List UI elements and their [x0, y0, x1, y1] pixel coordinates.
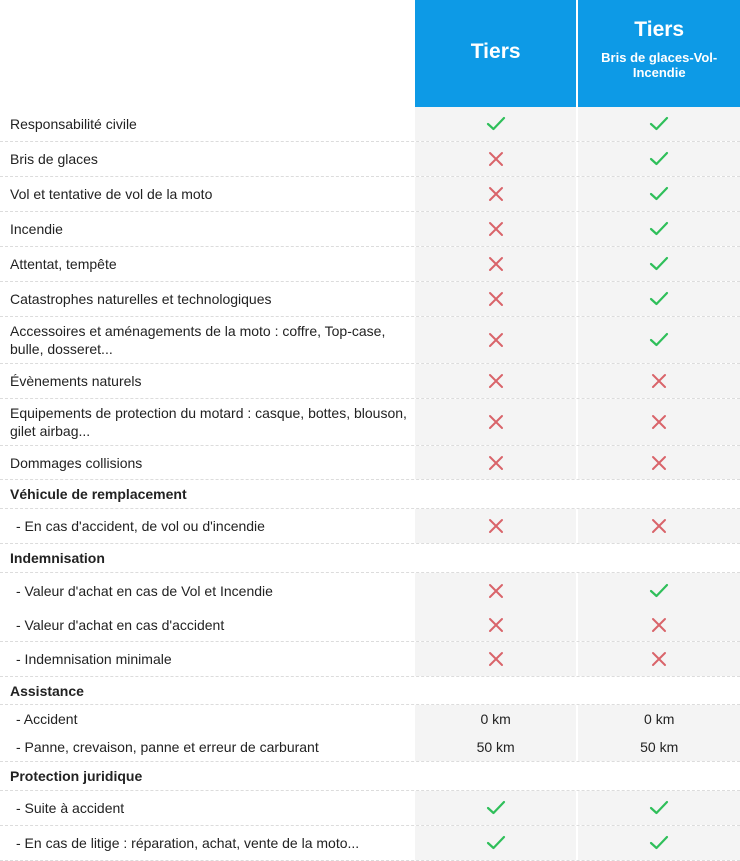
check-icon — [649, 332, 669, 348]
cell-tiers — [415, 608, 577, 641]
section-row — [0, 762, 740, 791]
plan-header-tiers — [415, 0, 577, 107]
check-icon — [649, 835, 669, 851]
check-icon — [486, 116, 506, 132]
cross-icon — [651, 373, 667, 389]
section-title: Protection juridique — [10, 768, 143, 784]
cross-icon — [651, 455, 667, 471]
cross-icon — [651, 651, 667, 667]
table-row — [0, 107, 740, 142]
cell-tiers-plus — [578, 212, 740, 246]
row-label: - En cas de litige : réparation, achat, vente de la moto... — [16, 835, 360, 851]
cross-icon — [488, 332, 504, 348]
section-row — [0, 544, 740, 573]
row-label: Equipements de protection du motard : casque, bottes, blouson, gilet airbag... — [10, 405, 407, 439]
row-label: - En cas d'accident, de vol ou d'incendie — [16, 518, 265, 534]
cell-tiers — [415, 317, 577, 363]
check-icon — [649, 186, 669, 202]
table-row — [0, 791, 740, 826]
section-row — [0, 480, 740, 509]
table-row — [0, 642, 740, 677]
cell-tiers — [415, 509, 577, 543]
plan-header-tiers-plus — [578, 0, 740, 107]
section-row — [0, 677, 740, 705]
cell-tiers — [415, 177, 577, 211]
cell-tiers-plus — [578, 107, 740, 141]
cross-icon — [488, 518, 504, 534]
table-row — [0, 446, 740, 480]
cell-tiers — [415, 544, 577, 572]
cell-tiers-plus — [578, 608, 740, 641]
cell-tiers-plus — [578, 791, 740, 825]
table-row — [0, 212, 740, 247]
check-icon — [486, 835, 506, 851]
row-label: Attentat, tempête — [10, 256, 117, 272]
cross-icon — [488, 373, 504, 389]
section-title: Assistance — [10, 682, 84, 699]
row-label: Incendie — [10, 221, 63, 237]
cell-tiers-plus — [578, 677, 740, 704]
cell-tiers-plus — [578, 399, 740, 445]
plan-subtitle: Bris de glaces-Vol-Incendie — [601, 50, 718, 80]
table-row — [0, 733, 740, 762]
cell-tiers — [415, 142, 577, 176]
cell-tiers — [415, 791, 577, 825]
cell-tiers — [415, 642, 577, 676]
cell-tiers — [415, 212, 577, 246]
row-label: Évènements naturels — [10, 373, 142, 389]
check-icon — [649, 800, 669, 816]
row-label: Accessoires et aménagements de la moto : coffre, Top-case, bulle, dosseret... — [10, 323, 386, 357]
distance-value: 50 km — [476, 739, 515, 755]
cell-tiers-plus — [578, 177, 740, 211]
row-label: - Accident — [16, 711, 78, 727]
row-label: Catastrophes naturelles et technologiques — [10, 291, 272, 307]
row-label: - Valeur d'achat en cas de Vol et Incendie — [16, 582, 273, 599]
check-icon — [649, 116, 669, 132]
plan-title: Tiers — [470, 40, 521, 63]
table-row — [0, 705, 740, 733]
distance-value: 50 km — [640, 739, 679, 755]
cross-icon — [488, 291, 504, 307]
table-row — [0, 826, 740, 861]
check-icon — [649, 221, 669, 237]
section-title: Indemnisation — [10, 550, 105, 566]
table-row — [0, 509, 740, 544]
distance-value: 0 km — [644, 711, 675, 727]
table-row — [0, 317, 740, 364]
row-label: - Panne, crevaison, panne et erreur de carburant — [16, 739, 319, 755]
cross-icon — [488, 186, 504, 202]
cross-icon — [488, 651, 504, 667]
table-row — [0, 399, 740, 446]
table-row — [0, 177, 740, 212]
table-row — [0, 282, 740, 317]
row-label: Vol et tentative de vol de la moto — [10, 186, 213, 202]
row-label: Dommages collisions — [10, 454, 143, 471]
cell-tiers-plus — [578, 317, 740, 363]
table-row — [0, 608, 740, 642]
cell-tiers — [415, 480, 577, 508]
check-icon — [486, 800, 506, 816]
cross-icon — [651, 414, 667, 430]
cell-tiers-plus — [578, 573, 740, 608]
cell-tiers-plus — [578, 509, 740, 543]
cross-icon — [488, 455, 504, 471]
cross-icon — [651, 617, 667, 633]
cell-tiers-plus — [578, 544, 740, 572]
check-icon — [649, 256, 669, 272]
table-row — [0, 364, 740, 399]
cell-tiers — [415, 573, 577, 608]
cell-tiers-plus — [578, 733, 740, 761]
table-row — [0, 142, 740, 177]
header-spacer — [0, 0, 413, 107]
plan-header-row — [0, 0, 740, 107]
check-icon — [649, 151, 669, 167]
cross-icon — [488, 617, 504, 633]
row-label: Responsabilité civile — [10, 116, 137, 132]
table-row — [0, 573, 740, 608]
cell-tiers-plus — [578, 762, 740, 790]
row-label: - Valeur d'achat en cas d'accident — [16, 616, 225, 633]
cell-tiers — [415, 677, 577, 704]
cross-icon — [488, 256, 504, 272]
cell-tiers-plus — [578, 364, 740, 398]
cross-icon — [651, 518, 667, 534]
check-icon — [649, 583, 669, 599]
cross-icon — [488, 221, 504, 237]
cell-tiers — [415, 762, 577, 790]
cross-icon — [488, 151, 504, 167]
cell-tiers — [415, 705, 577, 733]
cell-tiers-plus — [578, 142, 740, 176]
distance-value: 0 km — [480, 711, 511, 727]
table-body — [0, 107, 740, 861]
cell-tiers-plus — [578, 826, 740, 860]
cross-icon — [488, 414, 504, 430]
check-icon — [649, 291, 669, 307]
cell-tiers — [415, 247, 577, 281]
cell-tiers — [415, 733, 577, 761]
cell-tiers-plus — [578, 705, 740, 733]
row-label: - Indemnisation minimale — [16, 651, 172, 667]
cell-tiers — [415, 826, 577, 860]
cell-tiers-plus — [578, 642, 740, 676]
plan-title: Tiers — [634, 18, 685, 41]
cell-tiers — [415, 399, 577, 445]
cell-tiers — [415, 364, 577, 398]
cell-tiers — [415, 446, 577, 479]
cell-tiers-plus — [578, 282, 740, 316]
cell-tiers-plus — [578, 480, 740, 508]
cross-icon — [488, 583, 504, 599]
section-title: Véhicule de remplacement — [10, 486, 187, 502]
table-row — [0, 247, 740, 282]
cell-tiers — [415, 282, 577, 316]
cell-tiers-plus — [578, 247, 740, 281]
row-label: - Suite à accident — [16, 800, 125, 816]
cell-tiers — [415, 107, 577, 141]
row-label: Bris de glaces — [10, 151, 98, 167]
cell-tiers-plus — [578, 446, 740, 479]
